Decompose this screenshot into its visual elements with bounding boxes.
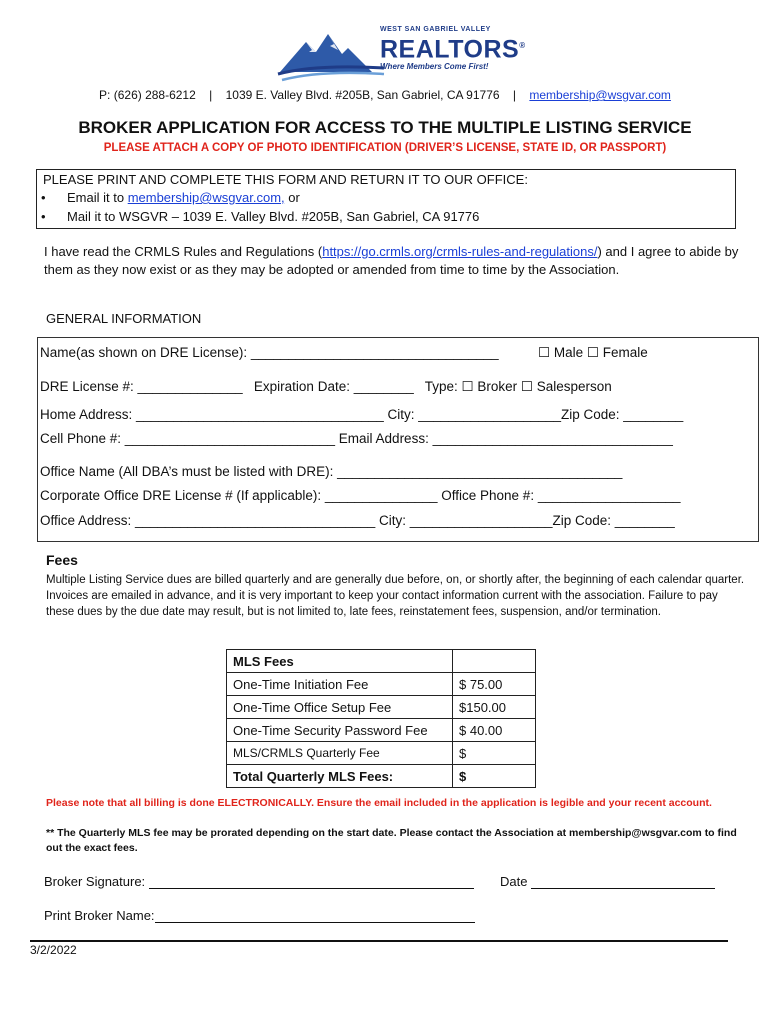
fee-label: One-Time Office Setup Fee xyxy=(227,696,453,719)
fee-value[interactable]: $ xyxy=(453,742,536,765)
instructions-heading: PLEASE PRINT AND COMPLETE THIS FORM AND RETURN IT TO OUR OFFICE: xyxy=(43,172,528,187)
dre-license-row[interactable]: DRE License #: ______________ Expiration Date: ________ Type: ☐ Broker ☐ Salesperson xyxy=(40,379,612,394)
instructions-email-link[interactable]: membership@wsgvar.com, xyxy=(127,190,285,205)
contact-line xyxy=(0,88,770,102)
footer-divider xyxy=(30,940,728,942)
general-information-form xyxy=(37,337,759,542)
fees-heading: Fees xyxy=(46,552,78,568)
agreement-text: I have read the CRMLS Rules and Regulations (https://go.crmls.org/crmls-rules-and-regulations/) and I agree to abide by them as they now exist or as they may be adopted or amended from time to time by the Association. xyxy=(44,244,739,277)
office-address-row[interactable]: Office Address: ________________________________ City: ___________________Zip Code: ________ xyxy=(40,513,675,528)
fee-label: MLS/CRMLS Quarterly Fee xyxy=(227,742,453,765)
table-row xyxy=(227,673,536,696)
fee-label: One-Time Initiation Fee xyxy=(227,673,453,696)
mail-instruction: Mail it to WSGVR – 1039 E. Valley Blvd. #205B, San Gabriel, CA 91776 xyxy=(67,209,480,224)
mountain-logo-icon xyxy=(276,28,386,84)
table-row xyxy=(227,650,536,673)
table-row xyxy=(227,696,536,719)
fee-label: Total Quarterly MLS Fees: xyxy=(227,765,453,788)
separator: | xyxy=(512,88,517,102)
fee-value: $ 40.00 xyxy=(453,719,536,742)
name-field[interactable]: Name(as shown on DRE License): _________________________________ xyxy=(40,345,499,360)
date-label: Date xyxy=(500,874,528,889)
bullet-icon: • xyxy=(41,209,46,224)
instructions-box xyxy=(36,169,736,229)
logo-wordmark: REALTORS® xyxy=(380,35,526,64)
contact-email-link[interactable]: membership@wsgvar.com xyxy=(529,88,671,102)
fee-value[interactable]: $ xyxy=(453,765,536,788)
general-information-heading: GENERAL INFORMATION xyxy=(46,311,202,326)
phone-text: P: (626) 288-6212 xyxy=(99,88,196,102)
fee-value: $ 75.00 xyxy=(453,673,536,696)
home-address-row[interactable]: Home Address: _________________________________ City: ___________________Zip Code: ________ xyxy=(40,407,684,422)
billing-notice: Please note that all billing is done ELECTRONICALLY. Ensure the email included in the application is legible and your recent account. xyxy=(46,797,712,809)
logo-tagline: Where Members Come First! xyxy=(380,62,489,72)
office-name-field[interactable]: Office Name (All DBA’s must be listed with DRE): ______________________________________ xyxy=(40,464,623,479)
fees-table xyxy=(226,649,536,788)
photo-id-notice: PLEASE ATTACH A COPY OF PHOTO IDENTIFICATION (DRIVER’S LICENSE, STATE ID, OR PASSPORT) xyxy=(103,142,667,154)
wsgvar-logo xyxy=(276,26,526,86)
fees-paragraph: Multiple Listing Service dues are billed quarterly and are generally due before, on, or shortly after, the beginning of each calendar quarter. Invoices are emailed in advance, and it is very important to keep your contact information current with the association. Failure to pay these dues by the due date may result, but is not limited to, late fees, reinstatement fees, suspension, and/or termination. xyxy=(46,574,745,618)
logo-subtitle: WEST SAN GABRIEL VALLEY xyxy=(380,26,491,33)
page-title: BROKER APPLICATION FOR ACCESS TO THE MULTIPLE LISTING SERVICE xyxy=(78,118,692,137)
separator: | xyxy=(209,88,213,102)
broker-signature-label: Broker Signature: xyxy=(44,874,146,889)
table-row xyxy=(227,719,536,742)
crmls-rules-link[interactable]: https://go.crmls.org/crmls-rules-and-regulations/ xyxy=(322,244,598,259)
broker-signature-line[interactable] xyxy=(149,888,474,889)
email-instruction: Email it to membership@wsgvar.com, or xyxy=(67,190,300,205)
fee-value: $150.00 xyxy=(453,696,536,719)
prorated-notice: ** The Quarterly MLS fee may be prorated depending on the start date. Please contact the Association at membership@wsgvar.com to find out the exact fees. xyxy=(46,827,737,854)
corporate-office-row[interactable]: Corporate Office DRE License # (If applicable): _______________ Office Phone #: ___________________ xyxy=(40,488,681,503)
table-row xyxy=(227,765,536,788)
date-line[interactable] xyxy=(531,888,715,889)
fee-label: One-Time Security Password Fee xyxy=(227,719,453,742)
fee-value xyxy=(453,650,536,673)
bullet-icon: • xyxy=(41,190,46,205)
print-name-label: Print Broker Name: xyxy=(44,908,155,923)
cell-email-row[interactable]: Cell Phone #: ____________________________ Email Address: ________________________________ xyxy=(40,431,673,446)
table-row xyxy=(227,742,536,765)
print-name-line[interactable] xyxy=(155,922,475,923)
revision-date: 3/2/2022 xyxy=(30,943,77,957)
fee-label: MLS Fees xyxy=(227,650,453,673)
gender-checkboxes[interactable]: ☐ Male ☐ Female xyxy=(538,345,648,360)
address-text: 1039 E. Valley Blvd. #205B, San Gabriel, CA 91776 xyxy=(225,88,500,102)
